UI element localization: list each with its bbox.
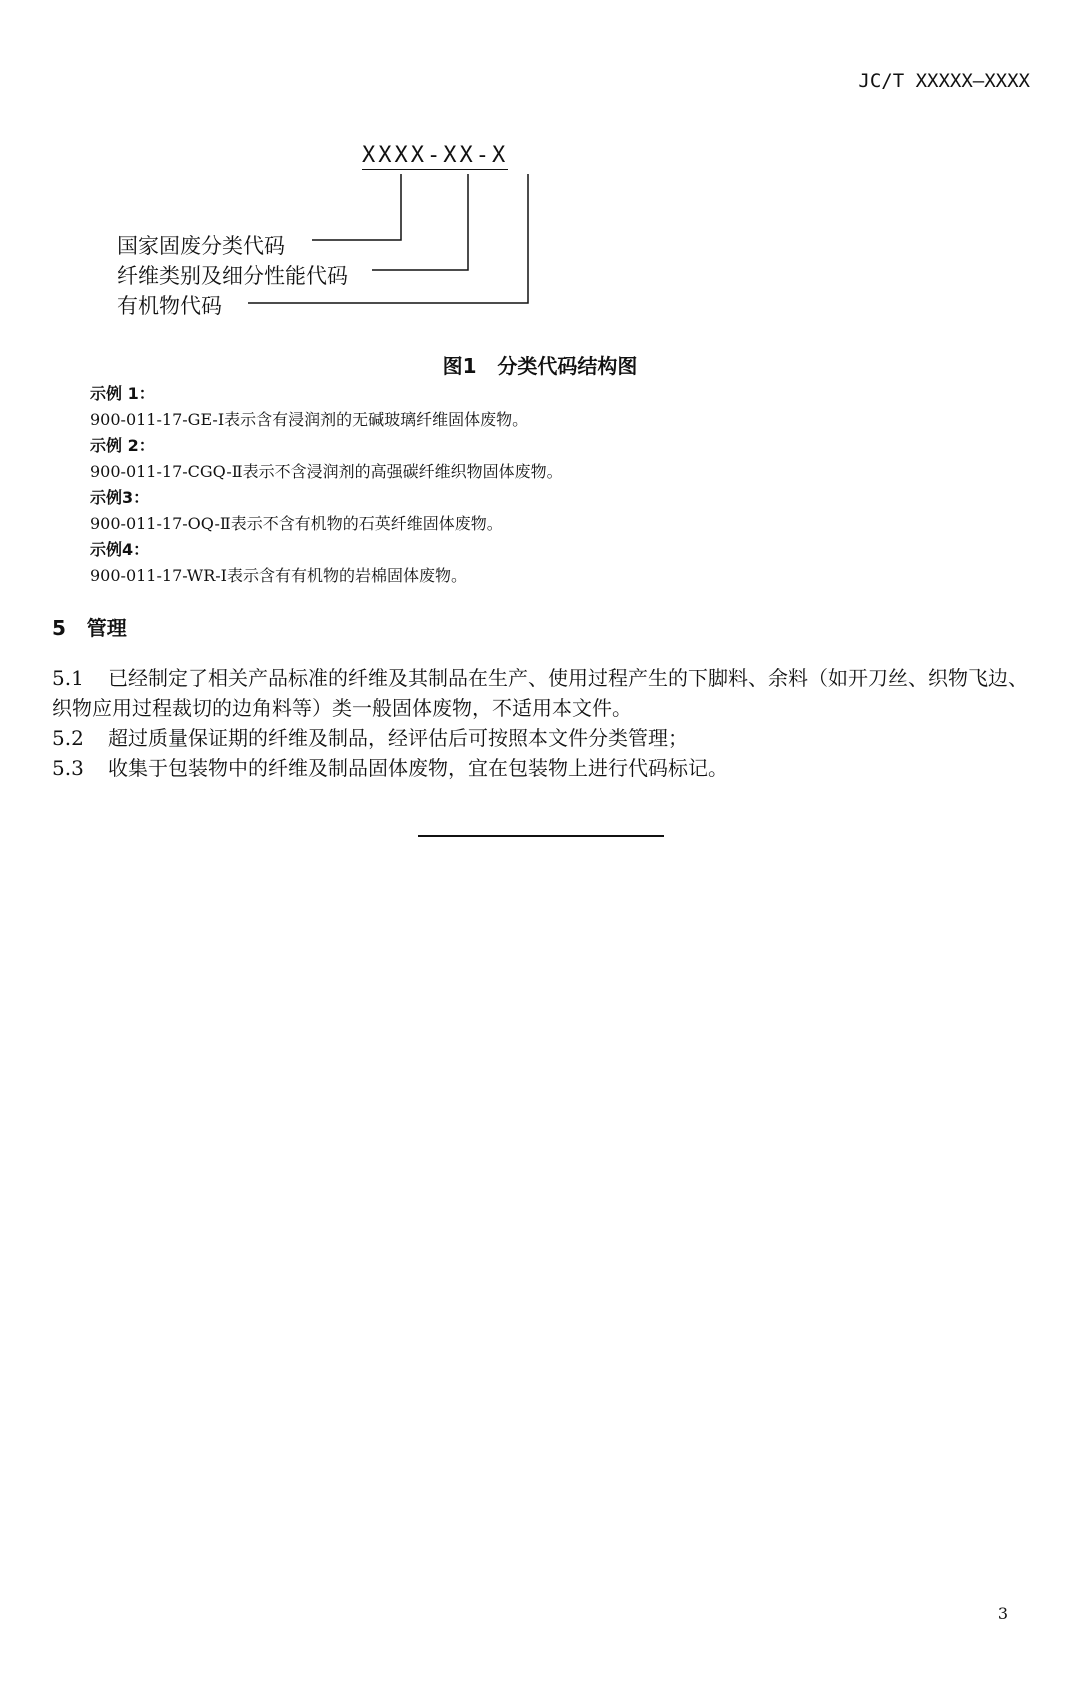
example-title: 示例4： bbox=[90, 540, 150, 559]
clause-number: 5.1 bbox=[52, 666, 84, 690]
example-title: 示例 2： bbox=[90, 436, 155, 455]
clause-number: 5.2 bbox=[52, 726, 84, 750]
figure-caption: 图1 分类代码结构图 bbox=[442, 354, 638, 378]
diagram-label-organic-code: 有机物代码 bbox=[117, 294, 222, 318]
diagram-label-fiber-code: 纤维类别及细分性能代码 bbox=[117, 264, 348, 288]
document-code: JC/T XXXXX—XXXX bbox=[858, 70, 1030, 92]
clause-text: 已经制定了相关产品标准的纤维及其制品在生产、使用过程产生的下脚料、余料（如开刀丝、织物飞边、织物应用过程裁切的边角料等）类一般固体废物，不适用本文件。 bbox=[52, 666, 1028, 720]
example-text: 900-011-17-GE-Ⅰ表示含有浸润剂的无碱玻璃纤维固体废物。 bbox=[90, 410, 529, 429]
page-number: 3 bbox=[997, 1604, 1008, 1623]
example-text: 900-011-17-CGQ-Ⅱ表示不含浸润剂的高强碳纤维织物固体废物。 bbox=[90, 462, 563, 481]
example-title: 示例3： bbox=[90, 488, 150, 507]
clause-5-3 bbox=[52, 753, 1032, 783]
example-text: 900-011-17-OQ-Ⅱ表示不含有机物的石英纤维固体废物。 bbox=[90, 514, 503, 533]
clause-5-1 bbox=[52, 663, 1032, 723]
example-title: 示例 1： bbox=[90, 384, 155, 403]
clause-5-2 bbox=[52, 723, 1032, 753]
clause-text: 收集于包装物中的纤维及制品固体废物，宜在包装物上进行代码标记。 bbox=[108, 756, 728, 780]
connector-line-fiber-code bbox=[372, 174, 468, 270]
diagram-label-national-code: 国家固废分类代码 bbox=[117, 234, 285, 258]
connector-line-national-code bbox=[312, 174, 401, 240]
clause-text: 超过质量保证期的纤维及制品，经评估后可按照本文件分类管理； bbox=[108, 726, 688, 750]
section-heading: 5 管理 bbox=[52, 616, 127, 640]
code-structure-pattern: XXXX-XX-X bbox=[362, 143, 509, 168]
clause-number: 5.3 bbox=[52, 756, 84, 780]
example-text: 900-011-17-WR-Ⅰ表示含有有机物的岩棉固体废物。 bbox=[90, 566, 468, 585]
end-of-document-rule bbox=[418, 835, 664, 837]
